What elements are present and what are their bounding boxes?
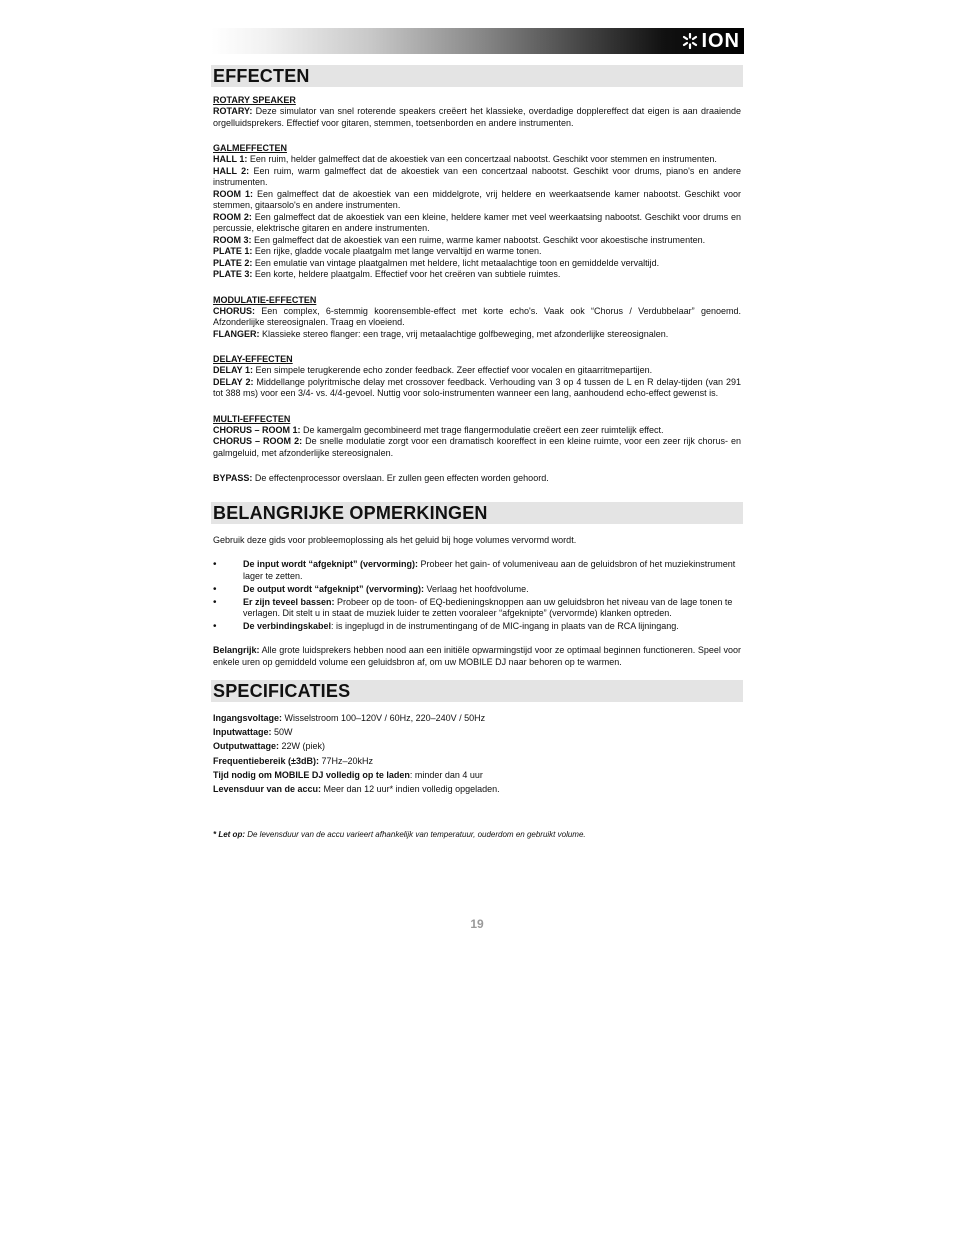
bypass-entry: BYPASS: De effectenprocessor overslaan. Er zullen geen effecten worden gehoord. (213, 473, 549, 483)
list-item: • De verbindingskabel: is ingeplugd in de instrumentingang of de MIC-ingang in plaats van de RCA lijningang. (213, 621, 679, 632)
effect-entry: DELAY 2: Middellange polyritmische delay met crossover feedback. Verhouding van 3 op 4 tussen de L en R delay-tijden (van 291 tot 388 ms) voor een 3/4- vs. 4/4-gevoel. Nuttig voor solo-instrumenten wanneer een lang, aanhoudend echo-effect gewenst is. (213, 376, 741, 398)
bullet-icon: • (213, 583, 217, 595)
effect-entry: ROTARY: Deze simulator van snel roterende speakers creëert het klassieke, overdadige dopplereffect dat eigen is aan draaiende orgelluidsprekers. Effectief voor gitaren, stemmen, toetsenborden en andere instrumenten. (213, 106, 741, 128)
section-title-opmerkingen: BELANGRIJKE OPMERKINGEN (211, 502, 743, 524)
important-note: Belangrijk: Alle grote luidsprekers hebben nood aan een initiële opwarmingstijd voor ze optimaal beginnen functioneren. Speel voor enkele uren op gemiddeld volume een geluidsbron af, om uw MOBILE DJ naar behoren op te warmen. (213, 645, 741, 667)
subheading-modulatie: MODULATIE-EFFECTEN (213, 294, 317, 305)
page-content (211, 65, 743, 798)
list-item: • De output wordt “afgeknipt” (vervorming): Verlaag het hoofdvolume. (213, 583, 529, 595)
effect-entry: CHORUS – ROOM 1: De kamergalm gecombineerd met trage flangermodulatie creëert een zeer ruimtelijk effect. (213, 424, 664, 435)
subheading-multi: MULTI-EFFECTEN (213, 413, 291, 424)
effect-entry: HALL 1: Een ruim, helder galmeffect dat de akoestiek van een concertzaal nabootst. Geschikt voor stemmen en instrumenten. (213, 154, 717, 164)
logo-wordmark: ION (701, 30, 740, 52)
spec-row: Tijd nodig om MOBILE DJ volledig op te laden: minder dan 4 uur (213, 769, 483, 780)
intro-text: Gebruik deze gids voor probleemoplossing als het geluid bij hoge volumes vervormd wordt. (213, 534, 577, 545)
effect-entry: CHORUS: Een complex, 6-stemmig koorensemble-effect met korte echo's. Vaak ook “Chorus / Verdubbelaar” genoemd. Afzonderlijke stereosignalen. Traag en vloeiend. (213, 305, 741, 327)
effect-entry: HALL 2: Een ruim, warm galmeffect dat de akoestiek van een concertzaal nabootst. Geschikt voor drums, piano's en andere instrumenten. (213, 165, 741, 187)
ion-logo (682, 30, 740, 52)
effect-entry: ROOM 3: Een galmeffect dat de akoestiek van een ruime, warme kamer nabootst. Geschikt voor akoestische instrumenten. (213, 234, 706, 245)
subheading-delay: DELAY-EFFECTEN (213, 354, 293, 364)
bullet-icon: • (213, 621, 217, 632)
footnote: * Let op: De levensduur van de accu varieert afhankelijk van temperatuur, ouderdom en gebruikt volume. (213, 830, 586, 839)
effect-entry: DELAY 1: Een simpele terugkerende echo zonder feedback. Zeer effectief voor vocalen en gitaarritmepartijen. (213, 365, 653, 375)
spec-row: Ingangsvoltage: Wisselstroom 100–120V / 60Hz, 220–240V / 50Hz (213, 713, 486, 723)
subheading-galm: GALMEFFECTEN (213, 143, 287, 153)
effect-entry: ROOM 2: Een galmeffect dat de akoestiek van een kleine, heldere kamer met veel weerkaatsing nabootst. Geschikt voor drums en percussie, elektrische gitaren en andere instrumenten. (213, 211, 741, 233)
effect-entry: CHORUS – ROOM 2: De snelle modulatie zorgt voor een dramatisch kooreffect in een kleine ruimte, voor een zeer rijk chorus- en galmgeluid, met afzonderlijke stereosignalen. (213, 436, 741, 458)
ion-star-icon (682, 33, 698, 49)
list-item: • De input wordt “afgeknipt” (vervorming): Probeer het gain- of volumeniveau aan de geluidsbron of het muziekinstrument lager te zetten. (213, 559, 736, 581)
spec-row: Levensduur van de accu: Meer dan 12 uur* indien volledig opgeladen. (213, 783, 500, 794)
bullet-icon: • (213, 559, 217, 570)
section-title-specificaties: SPECIFICATIES (211, 680, 743, 702)
effect-entry: PLATE 3: Een korte, heldere plaatgalm. Effectief voor het creëren van subtiele ruimtes. (213, 269, 561, 279)
effect-entry: PLATE 1: Een rijke, gladde vocale plaatgalm met lange vervaltijd en warme tonen. (213, 246, 542, 256)
spec-row: Outputwattage: 22W (piek) (213, 741, 326, 752)
effect-entry: ROOM 1: Een galmeffect dat de akoestiek van een middelgrote, vrij heldere en weerkaatsende kamer nabootst. Geschikt voor stemmen, gitaarsolo's en andere instrumenten. (213, 188, 741, 210)
header-gradient-bar (211, 28, 744, 54)
subheading-rotary: ROTARY SPEAKER (213, 95, 296, 105)
spec-row: Inputwattage: 50W (213, 727, 293, 738)
spec-row: Frequentiebereik (±3dB): 77Hz–20kHz (213, 755, 373, 766)
section-title-effecten: EFFECTEN (211, 65, 743, 87)
bullet-icon: • (213, 596, 217, 608)
troubleshooting-list (211, 559, 743, 633)
list-item: • Er zijn teveel bassen: Probeer op de toon- of EQ-bedieningsknoppen aan uw geluidsbron het niveau van de lage tonen te verlagen. Dit stelt u in staat de muziek luider te zetten vooraleer “afgeknipte” (vervormde) klanken optreden. (213, 596, 733, 618)
effect-entry: PLATE 2: Een emulatie van vintage plaatgalmen met heldere, licht metaalachtige toon en gemiddelde vervaltijd. (213, 257, 660, 268)
effect-entry: FLANGER: Klassieke stereo flanger: een trage, vrij metaalachtige golfbeweging, met afzonderlijke stereosignalen. (213, 328, 669, 339)
page-number: 19 (470, 917, 484, 931)
